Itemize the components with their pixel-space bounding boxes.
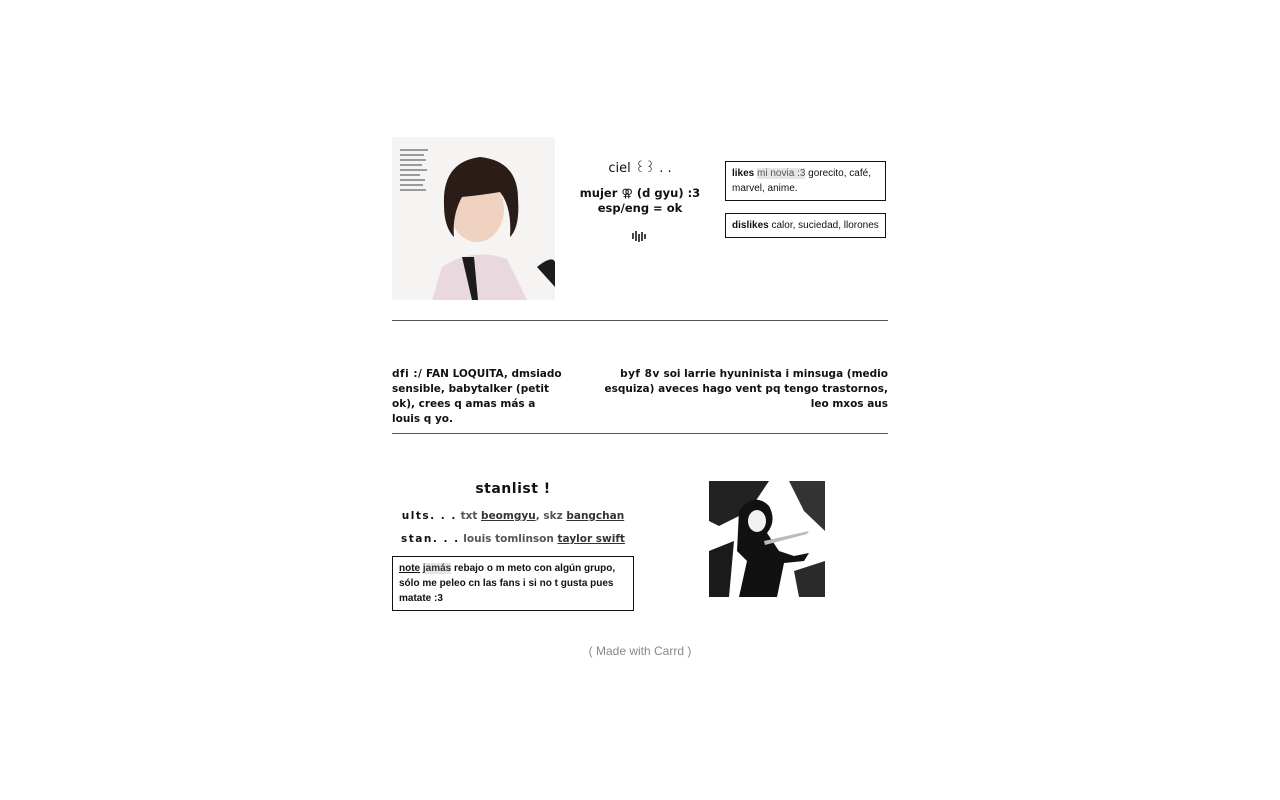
profile-info xyxy=(575,159,705,242)
stan-text: louis tomlinson xyxy=(463,533,554,545)
profile-name: ciel ꒰꒱ . . xyxy=(608,161,672,176)
stan-row xyxy=(392,533,634,545)
likes-box xyxy=(725,161,886,201)
heartbeat-bars-icon xyxy=(632,228,648,242)
profile-photo xyxy=(392,137,555,300)
dislikes-text: calor, suciedad, llorones xyxy=(771,220,879,231)
note-text: rebajo o m meto con algún grupo, sólo me peleo cn las fans i si no t gusta pues matate :3 xyxy=(399,563,616,604)
beomgyu-link[interactable]: beomgyu xyxy=(481,510,536,522)
ults-txt: txt xyxy=(460,510,478,522)
made-with-carrd-link[interactable]: ( Made with Carrd ) xyxy=(588,644,692,658)
likes-text: gorecito, café, marvel, anime. xyxy=(732,168,871,194)
dislikes-box xyxy=(725,213,886,238)
byf-text: soi larrie hyuninista i minsuga (medio esquiza) aveces hago vent pq tengo trastornos, leo mxos aus xyxy=(604,368,888,410)
likes-highlight: mi novia :3 xyxy=(757,168,806,179)
ults-separator: , skz xyxy=(535,510,563,522)
anime-illustration xyxy=(709,481,825,597)
stanlist-title: stanlist ! xyxy=(475,481,551,497)
dfi-section xyxy=(392,367,567,427)
divider-top xyxy=(392,320,888,321)
note-highlight: jamás xyxy=(422,563,452,574)
bangchan-link[interactable]: bangchan xyxy=(566,510,625,522)
dislikes-label: dislikes xyxy=(732,220,769,231)
dfi-label: dfi :/ xyxy=(392,368,423,380)
profile-header xyxy=(392,137,888,300)
dfi-text: FAN LOQUITA, dmsiado sensible, babytalker (petit ok), crees q amas más a louis q yo. xyxy=(392,368,562,425)
stan-label: stan. . . xyxy=(401,533,460,545)
ults-row xyxy=(392,510,634,522)
likes-label: likes xyxy=(732,168,755,179)
byf-section xyxy=(588,367,888,412)
note-label: note xyxy=(399,563,421,574)
taylor-swift-link[interactable]: taylor swift xyxy=(557,533,625,545)
byf-label: byf 8v xyxy=(620,368,660,380)
ults-label: ults. . . xyxy=(401,510,457,522)
identity-line-1: mujer ⚢ (d gyu) :3 xyxy=(579,186,701,200)
profile-page xyxy=(392,137,888,658)
note-box xyxy=(392,556,634,611)
divider-bottom xyxy=(392,433,888,434)
identity-line-2: esp/eng = ok xyxy=(597,201,683,215)
